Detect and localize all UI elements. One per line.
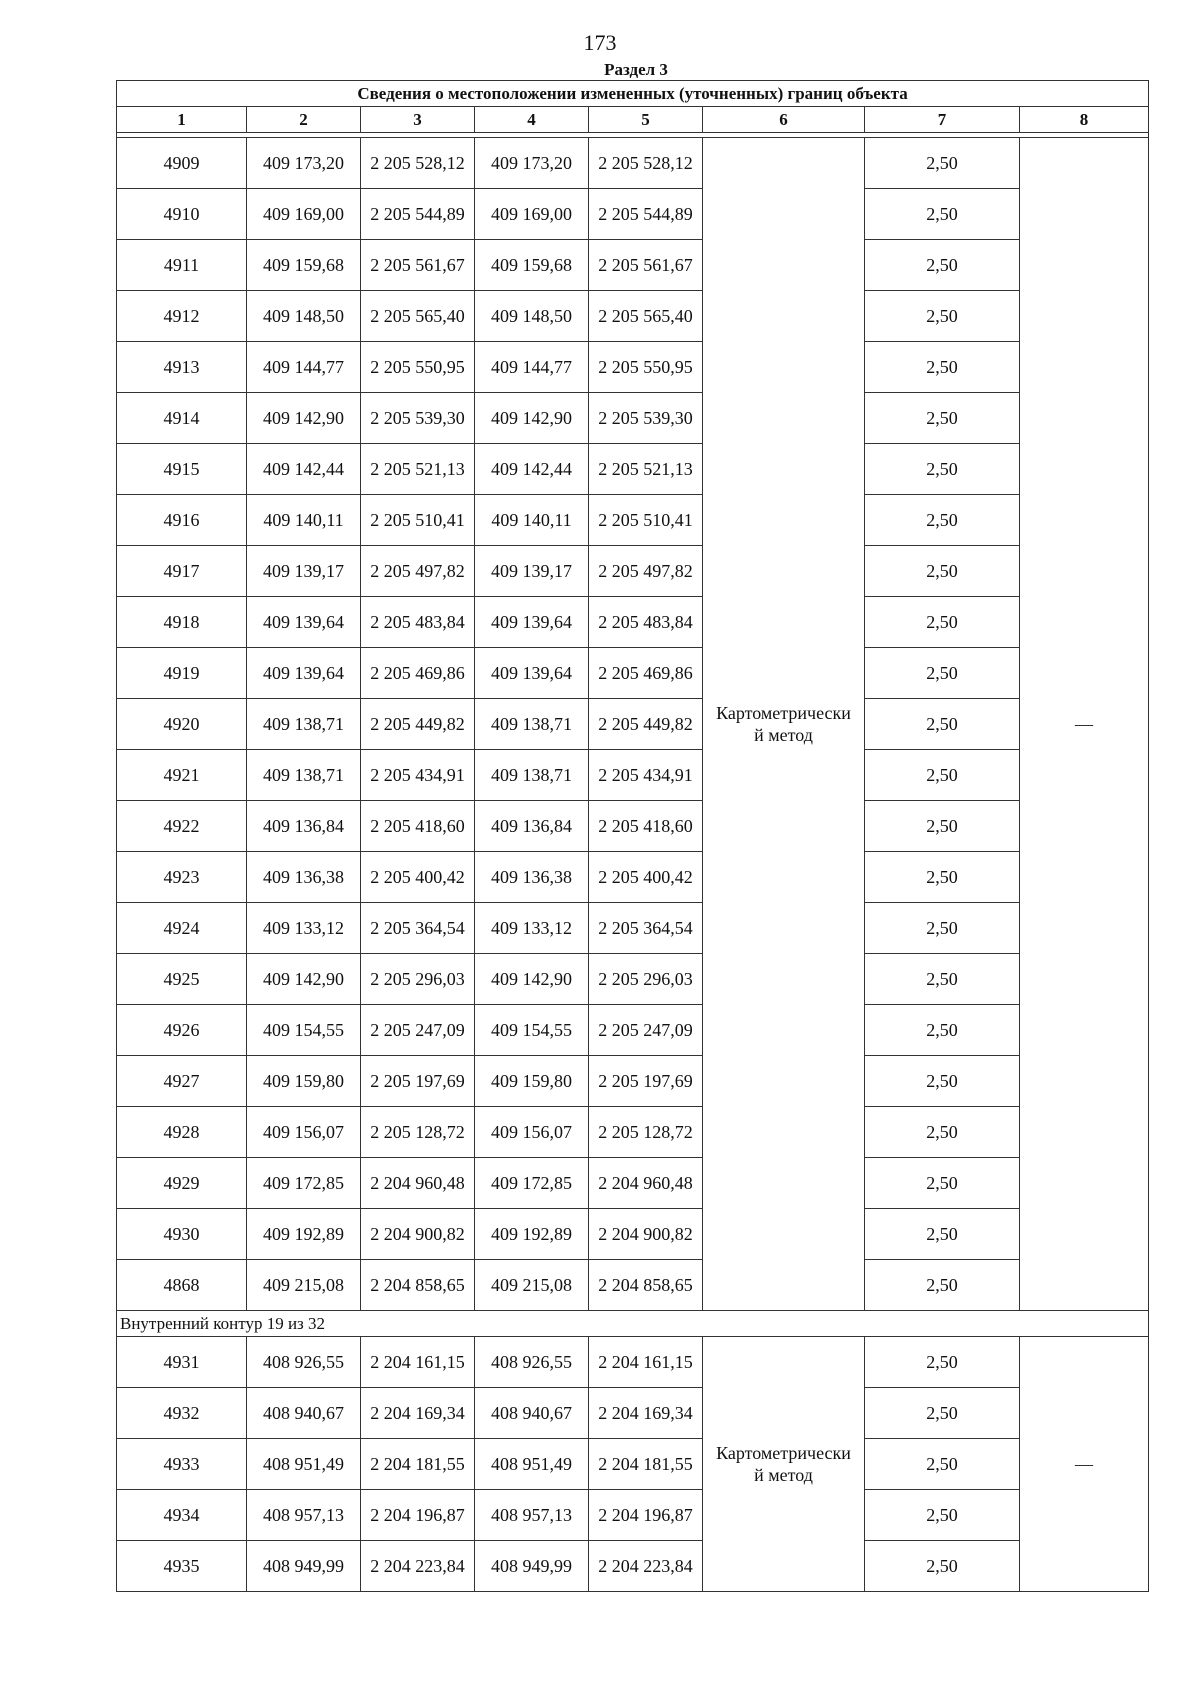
table-row xyxy=(117,1005,1149,1056)
x-existing-cell: 409 138,71 xyxy=(247,750,361,801)
x-existing-cell: 409 139,64 xyxy=(247,597,361,648)
x-new-cell: 409 144,77 xyxy=(475,342,589,393)
accuracy-cell: 2,50 xyxy=(865,903,1020,954)
x-existing-cell: 409 148,50 xyxy=(247,291,361,342)
column-header: 4 xyxy=(475,107,589,133)
y-new-cell: 2 204 169,34 xyxy=(589,1388,703,1439)
method-cell xyxy=(703,138,865,1311)
table-row xyxy=(117,240,1149,291)
y-new-cell: 2 204 196,87 xyxy=(589,1490,703,1541)
x-new-cell: 409 136,38 xyxy=(475,852,589,903)
point-number-cell: 4930 xyxy=(117,1209,247,1260)
x-new-cell: 409 192,89 xyxy=(475,1209,589,1260)
x-new-cell: 409 139,64 xyxy=(475,648,589,699)
table-row xyxy=(117,342,1149,393)
table-caption-row xyxy=(117,81,1149,107)
point-number-cell: 4868 xyxy=(117,1260,247,1311)
x-existing-cell: 409 173,20 xyxy=(247,138,361,189)
table-caption: Сведения о местоположении измененных (уточненных) границ объекта xyxy=(117,81,1149,107)
y-new-cell: 2 205 544,89 xyxy=(589,189,703,240)
point-number-cell: 4915 xyxy=(117,444,247,495)
y-new-cell: 2 205 197,69 xyxy=(589,1056,703,1107)
x-new-cell: 408 940,67 xyxy=(475,1388,589,1439)
y-existing-cell: 2 204 181,55 xyxy=(361,1439,475,1490)
y-existing-cell: 2 205 528,12 xyxy=(361,138,475,189)
y-existing-cell: 2 205 544,89 xyxy=(361,189,475,240)
x-new-cell: 409 142,90 xyxy=(475,393,589,444)
table-row xyxy=(117,597,1149,648)
table-row xyxy=(117,954,1149,1005)
x-existing-cell: 409 138,71 xyxy=(247,699,361,750)
y-existing-cell: 2 205 561,67 xyxy=(361,240,475,291)
coordinates-table xyxy=(116,80,1149,1592)
table-row xyxy=(117,699,1149,750)
table-row xyxy=(117,1490,1149,1541)
x-new-cell: 409 154,55 xyxy=(475,1005,589,1056)
table-row xyxy=(117,1388,1149,1439)
x-existing-cell: 409 192,89 xyxy=(247,1209,361,1260)
x-existing-cell: 409 133,12 xyxy=(247,903,361,954)
x-existing-cell: 409 139,17 xyxy=(247,546,361,597)
x-new-cell: 409 136,84 xyxy=(475,801,589,852)
table-row xyxy=(117,546,1149,597)
point-number-cell: 4929 xyxy=(117,1158,247,1209)
accuracy-cell: 2,50 xyxy=(865,750,1020,801)
x-new-cell: 409 142,90 xyxy=(475,954,589,1005)
accuracy-cell: 2,50 xyxy=(865,444,1020,495)
y-new-cell: 2 204 960,48 xyxy=(589,1158,703,1209)
accuracy-cell: 2,50 xyxy=(865,291,1020,342)
accuracy-cell: 2,50 xyxy=(865,1541,1020,1592)
x-new-cell: 409 172,85 xyxy=(475,1158,589,1209)
page-number: 173 xyxy=(583,30,617,55)
method-line: й метод xyxy=(754,1465,813,1485)
x-existing-cell: 409 144,77 xyxy=(247,342,361,393)
y-existing-cell: 2 205 197,69 xyxy=(361,1056,475,1107)
y-existing-cell: 2 205 565,40 xyxy=(361,291,475,342)
table-row xyxy=(117,189,1149,240)
y-new-cell: 2 205 469,86 xyxy=(589,648,703,699)
column-header-row xyxy=(117,107,1149,133)
accuracy-cell: 2,50 xyxy=(865,852,1020,903)
table-row xyxy=(117,1541,1149,1592)
accuracy-cell: 2,50 xyxy=(865,597,1020,648)
point-number-cell: 4927 xyxy=(117,1056,247,1107)
y-new-cell: 2 205 521,13 xyxy=(589,444,703,495)
x-existing-cell: 408 951,49 xyxy=(247,1439,361,1490)
point-number-cell: 4919 xyxy=(117,648,247,699)
point-number-cell: 4914 xyxy=(117,393,247,444)
table-row xyxy=(117,138,1149,189)
x-new-cell: 409 173,20 xyxy=(475,138,589,189)
point-number-cell: 4921 xyxy=(117,750,247,801)
accuracy-cell: 2,50 xyxy=(865,1337,1020,1388)
y-new-cell: 2 204 900,82 xyxy=(589,1209,703,1260)
y-existing-cell: 2 204 960,48 xyxy=(361,1158,475,1209)
accuracy-cell: 2,50 xyxy=(865,138,1020,189)
table-row xyxy=(117,648,1149,699)
x-new-cell: 408 949,99 xyxy=(475,1541,589,1592)
x-new-cell: 409 139,17 xyxy=(475,546,589,597)
column-header: 2 xyxy=(247,107,361,133)
y-existing-cell: 2 205 296,03 xyxy=(361,954,475,1005)
y-new-cell: 2 204 181,55 xyxy=(589,1439,703,1490)
table-row xyxy=(117,291,1149,342)
accuracy-cell: 2,50 xyxy=(865,648,1020,699)
accuracy-cell: 2,50 xyxy=(865,801,1020,852)
point-number-cell: 4912 xyxy=(117,291,247,342)
column-header: 6 xyxy=(703,107,865,133)
point-number-cell: 4920 xyxy=(117,699,247,750)
x-existing-cell: 409 136,38 xyxy=(247,852,361,903)
y-existing-cell: 2 205 449,82 xyxy=(361,699,475,750)
y-new-cell: 2 205 528,12 xyxy=(589,138,703,189)
x-new-cell: 408 926,55 xyxy=(475,1337,589,1388)
table-row xyxy=(117,1439,1149,1490)
point-number-cell: 4933 xyxy=(117,1439,247,1490)
accuracy-cell: 2,50 xyxy=(865,1056,1020,1107)
y-existing-cell: 2 205 434,91 xyxy=(361,750,475,801)
x-new-cell: 409 142,44 xyxy=(475,444,589,495)
table-row xyxy=(117,750,1149,801)
point-number-cell: 4923 xyxy=(117,852,247,903)
x-existing-cell: 409 140,11 xyxy=(247,495,361,546)
x-new-cell: 409 138,71 xyxy=(475,699,589,750)
x-existing-cell: 409 172,85 xyxy=(247,1158,361,1209)
y-new-cell: 2 205 561,67 xyxy=(589,240,703,291)
accuracy-cell: 2,50 xyxy=(865,1439,1020,1490)
y-new-cell: 2 205 550,95 xyxy=(589,342,703,393)
y-new-cell: 2 205 418,60 xyxy=(589,801,703,852)
point-number-cell: 4931 xyxy=(117,1337,247,1388)
x-new-cell: 409 138,71 xyxy=(475,750,589,801)
x-existing-cell: 409 169,00 xyxy=(247,189,361,240)
table-row xyxy=(117,903,1149,954)
point-number-cell: 4924 xyxy=(117,903,247,954)
x-new-cell: 409 140,11 xyxy=(475,495,589,546)
y-new-cell: 2 204 223,84 xyxy=(589,1541,703,1592)
table-row xyxy=(117,444,1149,495)
x-new-cell: 409 159,80 xyxy=(475,1056,589,1107)
point-number-cell: 4911 xyxy=(117,240,247,291)
y-existing-cell: 2 204 169,34 xyxy=(361,1388,475,1439)
x-existing-cell: 409 159,68 xyxy=(247,240,361,291)
y-existing-cell: 2 205 469,86 xyxy=(361,648,475,699)
accuracy-cell: 2,50 xyxy=(865,1107,1020,1158)
y-new-cell: 2 205 434,91 xyxy=(589,750,703,801)
x-new-cell: 409 159,68 xyxy=(475,240,589,291)
x-existing-cell: 409 142,90 xyxy=(247,954,361,1005)
point-number-cell: 4935 xyxy=(117,1541,247,1592)
x-existing-cell: 409 142,44 xyxy=(247,444,361,495)
accuracy-cell: 2,50 xyxy=(865,393,1020,444)
y-new-cell: 2 205 247,09 xyxy=(589,1005,703,1056)
y-existing-cell: 2 205 497,82 xyxy=(361,546,475,597)
x-existing-cell: 409 156,07 xyxy=(247,1107,361,1158)
table-row xyxy=(117,852,1149,903)
table-row xyxy=(117,495,1149,546)
x-new-cell: 409 156,07 xyxy=(475,1107,589,1158)
table-row xyxy=(117,1337,1149,1388)
y-new-cell: 2 204 858,65 xyxy=(589,1260,703,1311)
x-existing-cell: 409 136,84 xyxy=(247,801,361,852)
column-header: 1 xyxy=(117,107,247,133)
x-new-cell: 409 215,08 xyxy=(475,1260,589,1311)
x-existing-cell: 409 215,08 xyxy=(247,1260,361,1311)
point-number-cell: 4928 xyxy=(117,1107,247,1158)
accuracy-cell: 2,50 xyxy=(865,546,1020,597)
section-title: Раздел 3 xyxy=(604,60,668,79)
accuracy-cell: 2,50 xyxy=(865,954,1020,1005)
accuracy-cell: 2,50 xyxy=(865,189,1020,240)
y-new-cell: 2 205 449,82 xyxy=(589,699,703,750)
accuracy-cell: 2,50 xyxy=(865,1490,1020,1541)
table-row xyxy=(117,1107,1149,1158)
y-existing-cell: 2 205 400,42 xyxy=(361,852,475,903)
table-row xyxy=(117,393,1149,444)
point-number-cell: 4916 xyxy=(117,495,247,546)
x-new-cell: 409 133,12 xyxy=(475,903,589,954)
x-existing-cell: 408 940,67 xyxy=(247,1388,361,1439)
table-body xyxy=(117,81,1149,1592)
column-header: 8 xyxy=(1020,107,1149,133)
x-existing-cell: 408 949,99 xyxy=(247,1541,361,1592)
table-row xyxy=(117,1260,1149,1311)
y-existing-cell: 2 204 858,65 xyxy=(361,1260,475,1311)
accuracy-cell: 2,50 xyxy=(865,1158,1020,1209)
accuracy-cell: 2,50 xyxy=(865,699,1020,750)
y-existing-cell: 2 205 550,95 xyxy=(361,342,475,393)
accuracy-cell: 2,50 xyxy=(865,1005,1020,1056)
x-new-cell: 408 951,49 xyxy=(475,1439,589,1490)
x-existing-cell: 409 142,90 xyxy=(247,393,361,444)
point-number-cell: 4913 xyxy=(117,342,247,393)
x-new-cell: 409 139,64 xyxy=(475,597,589,648)
x-existing-cell: 409 154,55 xyxy=(247,1005,361,1056)
y-new-cell: 2 205 539,30 xyxy=(589,393,703,444)
accuracy-cell: 2,50 xyxy=(865,342,1020,393)
y-new-cell: 2 205 128,72 xyxy=(589,1107,703,1158)
column-header: 3 xyxy=(361,107,475,133)
table-row xyxy=(117,801,1149,852)
y-new-cell: 2 205 296,03 xyxy=(589,954,703,1005)
y-existing-cell: 2 205 521,13 xyxy=(361,444,475,495)
y-existing-cell: 2 204 900,82 xyxy=(361,1209,475,1260)
y-new-cell: 2 205 510,41 xyxy=(589,495,703,546)
table-row xyxy=(117,1158,1149,1209)
y-existing-cell: 2 205 247,09 xyxy=(361,1005,475,1056)
contour-label: Внутренний контур 19 из 32 xyxy=(117,1311,1149,1337)
x-existing-cell: 408 926,55 xyxy=(247,1337,361,1388)
method-line: Картометрически xyxy=(716,1443,851,1463)
accuracy-cell: 2,50 xyxy=(865,495,1020,546)
y-new-cell: 2 205 400,42 xyxy=(589,852,703,903)
y-new-cell: 2 205 565,40 xyxy=(589,291,703,342)
accuracy-cell: 2,50 xyxy=(865,240,1020,291)
point-number-cell: 4917 xyxy=(117,546,247,597)
y-existing-cell: 2 205 510,41 xyxy=(361,495,475,546)
x-new-cell: 409 169,00 xyxy=(475,189,589,240)
point-number-cell: 4934 xyxy=(117,1490,247,1541)
point-number-cell: 4925 xyxy=(117,954,247,1005)
point-number-cell: 4909 xyxy=(117,138,247,189)
accuracy-cell: 2,50 xyxy=(865,1388,1020,1439)
x-existing-cell: 409 139,64 xyxy=(247,648,361,699)
method-line: й метод xyxy=(754,725,813,745)
y-existing-cell: 2 204 196,87 xyxy=(361,1490,475,1541)
x-existing-cell: 409 159,80 xyxy=(247,1056,361,1107)
method-cell xyxy=(703,1337,865,1592)
y-new-cell: 2 205 483,84 xyxy=(589,597,703,648)
y-new-cell: 2 205 497,82 xyxy=(589,546,703,597)
point-number-cell: 4932 xyxy=(117,1388,247,1439)
y-existing-cell: 2 205 539,30 xyxy=(361,393,475,444)
column-header: 5 xyxy=(589,107,703,133)
table-row xyxy=(117,1056,1149,1107)
point-number-cell: 4910 xyxy=(117,189,247,240)
note-cell: — xyxy=(1020,138,1149,1311)
column-header: 7 xyxy=(865,107,1020,133)
y-existing-cell: 2 204 223,84 xyxy=(361,1541,475,1592)
point-number-cell: 4922 xyxy=(117,801,247,852)
accuracy-cell: 2,50 xyxy=(865,1260,1020,1311)
y-existing-cell: 2 205 128,72 xyxy=(361,1107,475,1158)
y-existing-cell: 2 204 161,15 xyxy=(361,1337,475,1388)
point-number-cell: 4926 xyxy=(117,1005,247,1056)
y-new-cell: 2 204 161,15 xyxy=(589,1337,703,1388)
method-line: Картометрически xyxy=(716,703,851,723)
y-new-cell: 2 205 364,54 xyxy=(589,903,703,954)
point-number-cell: 4918 xyxy=(117,597,247,648)
note-cell: — xyxy=(1020,1337,1149,1592)
x-new-cell: 408 957,13 xyxy=(475,1490,589,1541)
x-existing-cell: 408 957,13 xyxy=(247,1490,361,1541)
contour-label-row xyxy=(117,1311,1149,1337)
x-new-cell: 409 148,50 xyxy=(475,291,589,342)
y-existing-cell: 2 205 418,60 xyxy=(361,801,475,852)
y-existing-cell: 2 205 483,84 xyxy=(361,597,475,648)
table-row xyxy=(117,1209,1149,1260)
y-existing-cell: 2 205 364,54 xyxy=(361,903,475,954)
accuracy-cell: 2,50 xyxy=(865,1209,1020,1260)
